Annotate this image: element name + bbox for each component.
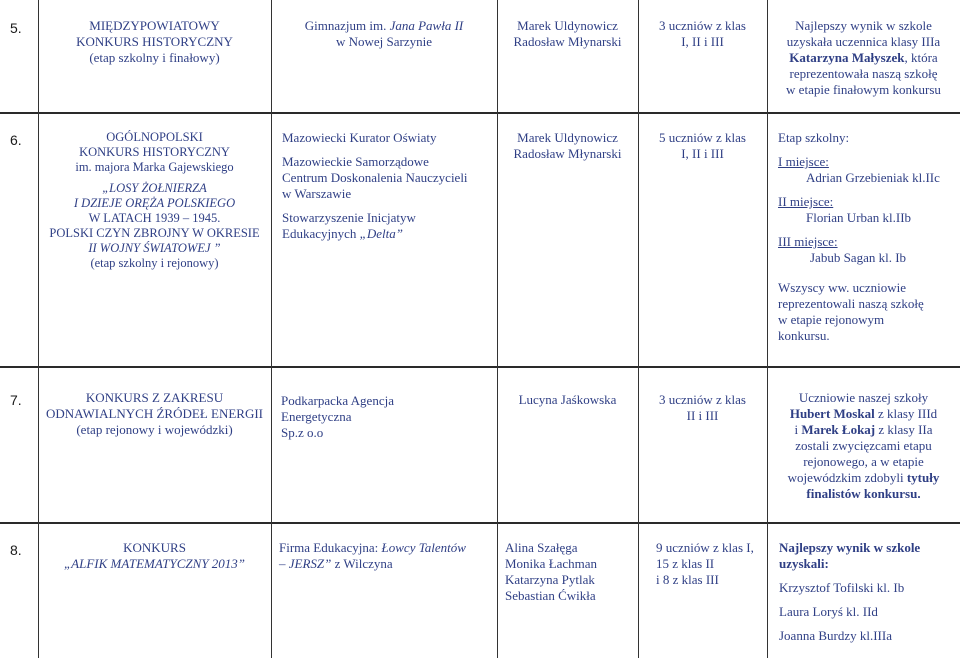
row-number: 6. xyxy=(10,132,22,148)
row-divider xyxy=(0,522,960,524)
contest-name: KONKURS Z ZAKRESU ODNAWIALNYCH ŹRÓDEŁ ENERGII (etap rejonowy i wojewódzki) xyxy=(45,390,264,437)
row-number: 7. xyxy=(10,392,22,408)
teachers: Lucyna Jaśkowska xyxy=(518,392,617,407)
organizer: Gimnazjum im. Jana Pawła II w Nowej Sarzynie xyxy=(304,18,464,49)
result: Najlepszy wynik w szkole uzyskali: Krzysztof Tofilski kl. Ib Laura Loryś kl. IId Joanna Burdzy kl.IIIa xyxy=(779,540,921,643)
participants: 3 uczniów z klas II i III xyxy=(658,392,746,423)
column-divider xyxy=(767,0,768,658)
teachers: Alina Szałęga Monika Łachman Katarzyna Pytlak Sebastian Ćwikła xyxy=(505,540,598,603)
column-divider xyxy=(271,0,272,658)
contest-name: KONKURS „ALFIK MATEMATYCZNY 2013” xyxy=(63,540,246,571)
contest-name: MIĘDZYPOWIATOWY KONKURS HISTORYCZNY (etap szkolny i finałowy) xyxy=(76,18,233,65)
result: Uczniowie naszej szkoły Hubert Moskal z klasy IIId i Marek Łokaj z klasy IIa zostali zwycięzcami etapu rejonowego, a w etapie wojewódzkim zdobyli tytuły finalistów konkursu. xyxy=(787,390,940,501)
organizer: Mazowiecki Kurator Oświaty Mazowieckie Samorządowe Centrum Doskonalenia Nauczycieli w Warszawie Stowarzyszenie Inicjatyw Edukacyjnych „Delta” xyxy=(282,130,468,241)
row-number: 8. xyxy=(10,542,22,558)
row-number: 5. xyxy=(10,20,22,36)
column-divider xyxy=(497,0,498,658)
row-divider xyxy=(0,366,960,368)
teachers: Marek Uldynowicz Radosław Młynarski xyxy=(513,18,622,49)
participants: 9 uczniów z klas I, 15 z klas II i 8 z klas III xyxy=(656,540,754,587)
organizer: Firma Edukacyjna: Łowcy Talentów – JERSZ” z Wilczyna xyxy=(279,540,466,571)
contest-name: OGÓLNOPOLSKI KONKURS HISTORYCZNY im. majora Marka Gajewskiego „LOSY ŻOŁNIERZA I DZIEJE ORĘŻA POLSKIEGO W LATACH 1939 – 1945. POLSKI CZYN ZBROJNY W OKRESIE II WOJNY ŚWIATOWEJ ” (etap szkolny i rejonowy) xyxy=(49,130,260,270)
teachers: Marek Uldynowicz Radosław Młynarski xyxy=(513,130,622,161)
result: Etap szkolny: I miejsce: Adrian Grzebieniak kl.IIc II miejsce: Florian Urban kl.IIb III miejsce: Jabub Sagan kl. Ib Wszyscy ww. uczniowie reprezentowali naszą szkołę w etapie rejonowym konkursu. xyxy=(778,130,940,343)
result: Najlepszy wynik w szkole uzyskała uczennica klasy IIIa Katarzyna Małyszek, która reprezentowała naszą szkołę w etapie finałowym konkursu xyxy=(786,18,941,97)
participants: 5 uczniów z klas I, II i III xyxy=(658,130,746,161)
row-divider xyxy=(0,112,960,114)
column-divider xyxy=(638,0,639,658)
participants: 3 uczniów z klas I, II i III xyxy=(658,18,746,49)
organizer: Podkarpacka Agencja Energetyczna Sp.z o.o xyxy=(281,393,394,440)
